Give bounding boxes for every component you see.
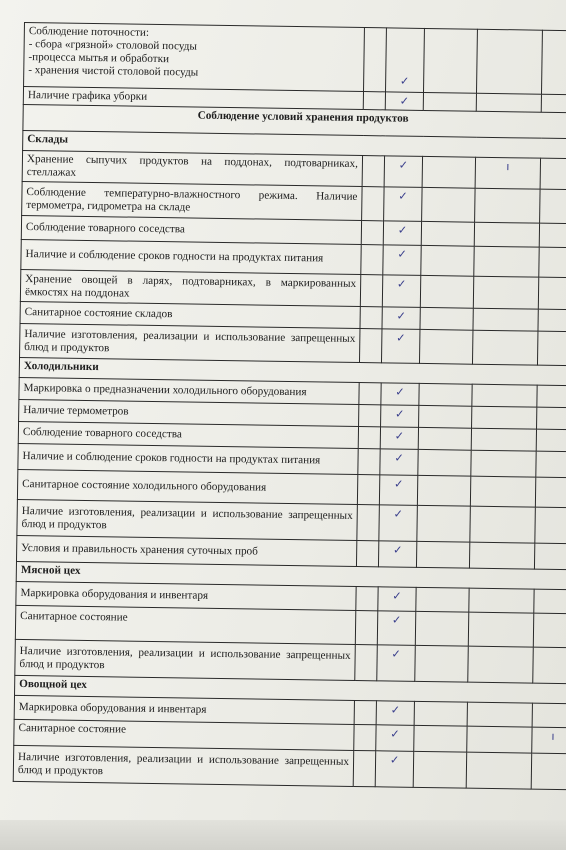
- empty-cell: [473, 276, 538, 309]
- empty-cell: [416, 541, 469, 568]
- checklist-item: Наличие изготовления, реализации и использование запрещенных блюд и продуктов: [17, 499, 357, 540]
- check-mark: ✓: [380, 449, 418, 476]
- checklist-item: Условия и правильность хранения суточных проб: [16, 535, 356, 566]
- empty-cell: [417, 505, 471, 542]
- empty-cell: [469, 588, 534, 613]
- empty-cell: [364, 28, 387, 92]
- empty-cell: [472, 406, 537, 429]
- empty-cell: [419, 329, 472, 364]
- empty-cell: [355, 610, 378, 644]
- empty-cell: [359, 329, 382, 363]
- subsection-heading: Овощной цех: [15, 675, 566, 703]
- empty-cell: [421, 245, 474, 276]
- empty-cell: [539, 247, 566, 278]
- empty-cell: [536, 451, 566, 478]
- checklist-item: Санитарное состояние: [15, 605, 355, 644]
- empty-cell: [470, 506, 536, 543]
- empty-cell: [535, 507, 566, 544]
- empty-cell: [537, 385, 566, 408]
- checklist-item: Хранение сыпучих продуктов на поддонах, подтоварниках, стеллажах: [22, 150, 362, 186]
- empty-cell: [420, 275, 473, 308]
- empty-cell: [358, 427, 380, 449]
- empty-cell: [472, 384, 537, 407]
- empty-cell: [413, 751, 467, 788]
- table-row: [13, 745, 566, 789]
- empty-cell: [476, 29, 542, 94]
- empty-cell: [467, 702, 532, 727]
- empty-cell: [415, 645, 469, 682]
- empty-cell: [418, 427, 471, 450]
- check-mark: ✓: [384, 187, 423, 222]
- checklist-item: Соблюдение товарного соседства: [18, 421, 358, 448]
- empty-cell: [421, 221, 474, 246]
- checklist-item: Наличие термометров: [19, 399, 359, 426]
- check-mark: ✓: [383, 221, 421, 246]
- empty-cell: [541, 94, 566, 113]
- subsection-heading: Мясной цех: [16, 561, 566, 589]
- checklist-item: Санитарное состояние: [14, 719, 354, 750]
- empty-cell: [472, 330, 537, 365]
- checklist-item: Наличие изготовления, реализации и использование запрещенных блюд и продуктов: [13, 745, 353, 786]
- checklist-item: Санитарное состояние складов: [20, 301, 360, 328]
- empty-cell: [358, 449, 380, 475]
- checklist-item: Маркировка оборудования и инвентаря: [14, 695, 354, 724]
- empty-cell: [353, 750, 376, 786]
- empty-cell: [357, 475, 379, 505]
- empty-cell: [531, 753, 566, 790]
- inspection-checklist-table: [13, 22, 566, 790]
- check-mark: ✓: [376, 725, 414, 752]
- check-mark: ✓: [379, 505, 418, 542]
- empty-cell: [538, 277, 566, 310]
- check-mark: ✓: [384, 156, 422, 188]
- empty-cell: [414, 725, 467, 752]
- check-mark: ✓: [380, 427, 418, 450]
- check-mark: ✓: [377, 611, 416, 646]
- empty-cell: [356, 540, 378, 566]
- empty-cell: [533, 613, 566, 648]
- check-mark: ✓: [381, 405, 419, 428]
- empty-cell: [534, 543, 566, 570]
- empty-cell: [355, 644, 378, 680]
- empty-cell: [363, 92, 385, 110]
- subsection-heading: Склады: [23, 130, 566, 158]
- checklist-item: Наличие графика уборки: [23, 87, 363, 110]
- empty-cell: [357, 504, 380, 540]
- empty-cell: [471, 428, 536, 451]
- checklist-item: Соблюдение товарного соседства: [21, 215, 361, 244]
- empty-cell: [354, 700, 376, 724]
- empty-cell: [422, 156, 475, 188]
- empty-cell: [362, 156, 384, 187]
- section-title: Соблюдение условий хранения продуктов: [23, 104, 566, 138]
- empty-cell: [354, 724, 376, 750]
- pen-mark: ı: [532, 727, 566, 754]
- empty-cell: [416, 587, 469, 612]
- table-row: [24, 23, 566, 95]
- empty-cell: [470, 476, 535, 507]
- empty-cell: [423, 92, 476, 111]
- empty-cell: [415, 611, 468, 646]
- empty-cell: [540, 158, 566, 190]
- subsection-heading: Холодильники: [19, 357, 566, 385]
- empty-cell: [359, 383, 381, 405]
- empty-cell: [474, 222, 539, 247]
- empty-cell: [473, 308, 538, 331]
- pen-mark: ı: [475, 157, 540, 189]
- empty-cell: [362, 187, 385, 221]
- empty-cell: [419, 405, 472, 428]
- empty-cell: [475, 188, 540, 223]
- empty-cell: [418, 449, 471, 476]
- check-mark: ✓: [382, 275, 420, 308]
- empty-cell: [535, 477, 566, 508]
- empty-cell: [467, 726, 532, 753]
- check-mark: ✓: [382, 307, 420, 330]
- check-mark: ✓: [381, 383, 419, 406]
- checklist-item: Санитарное состояние холодильного оборудования: [17, 469, 357, 504]
- check-mark: ✓: [375, 751, 414, 788]
- empty-cell: [469, 542, 534, 569]
- empty-cell: [537, 331, 566, 366]
- checklist-item: Соблюдение поточности: - сбора «грязной» столовой посуды -процесса мытья и обработки - хранения чистой столовой посуды: [24, 23, 365, 92]
- empty-cell: [532, 703, 566, 728]
- checklist-item: Маркировка оборудования и инвентаря: [16, 581, 356, 610]
- empty-cell: [540, 189, 566, 224]
- check-mark: ✓: [378, 587, 416, 612]
- empty-cell: [476, 93, 541, 112]
- empty-cell: [423, 28, 477, 93]
- empty-cell: [419, 383, 472, 406]
- check-mark: ✓: [378, 541, 416, 568]
- check-mark: ✓: [383, 245, 421, 276]
- empty-cell: [536, 429, 566, 452]
- page-bottom-shadow: [0, 820, 566, 850]
- empty-cell: [474, 246, 539, 277]
- empty-cell: [541, 30, 566, 95]
- check-mark: ✓: [377, 645, 416, 682]
- empty-cell: [539, 223, 566, 248]
- empty-cell: [466, 752, 532, 789]
- empty-cell: [361, 221, 383, 245]
- empty-cell: [360, 307, 382, 329]
- empty-cell: [359, 405, 381, 427]
- empty-cell: [360, 275, 382, 307]
- checklist-item: Наличие изготовления, реализации и использование запрещенных блюд и продуктов: [15, 639, 355, 680]
- check-mark: ✓: [385, 92, 423, 111]
- empty-cell: [417, 475, 470, 506]
- empty-cell: [468, 612, 533, 647]
- empty-cell: [538, 309, 566, 332]
- checklist-item: Наличие и соблюдение сроков годности на продуктах питания: [21, 239, 361, 274]
- checklist-item: Наличие и соблюдение сроков годности на продуктах питания: [18, 443, 358, 474]
- empty-cell: [361, 245, 383, 275]
- check-mark: ✓: [386, 28, 425, 93]
- empty-cell: [420, 307, 473, 330]
- empty-cell: [537, 407, 566, 430]
- checklist-item: Хранение овощей в ларях, подтоварниках, в маркированных ёмкостях на поддонах: [20, 269, 360, 306]
- checklist-item: Маркировка о предназначении холодильного оборудования: [19, 377, 359, 404]
- checklist-item: Наличие изготовления, реализации и использование запрещенных блюд и продуктов: [20, 323, 360, 362]
- empty-cell: [534, 589, 566, 614]
- empty-cell: [414, 701, 467, 726]
- check-mark: ✓: [379, 475, 417, 506]
- check-mark: ✓: [381, 329, 420, 364]
- empty-cell: [422, 187, 475, 222]
- empty-cell: [468, 646, 534, 683]
- check-mark: ✓: [376, 701, 414, 726]
- checklist-item: Соблюдение температурно-влажностного режима. Наличие термометра, гидрометра на складе: [22, 181, 362, 220]
- empty-cell: [471, 450, 536, 477]
- empty-cell: [533, 647, 566, 684]
- empty-cell: [356, 586, 378, 610]
